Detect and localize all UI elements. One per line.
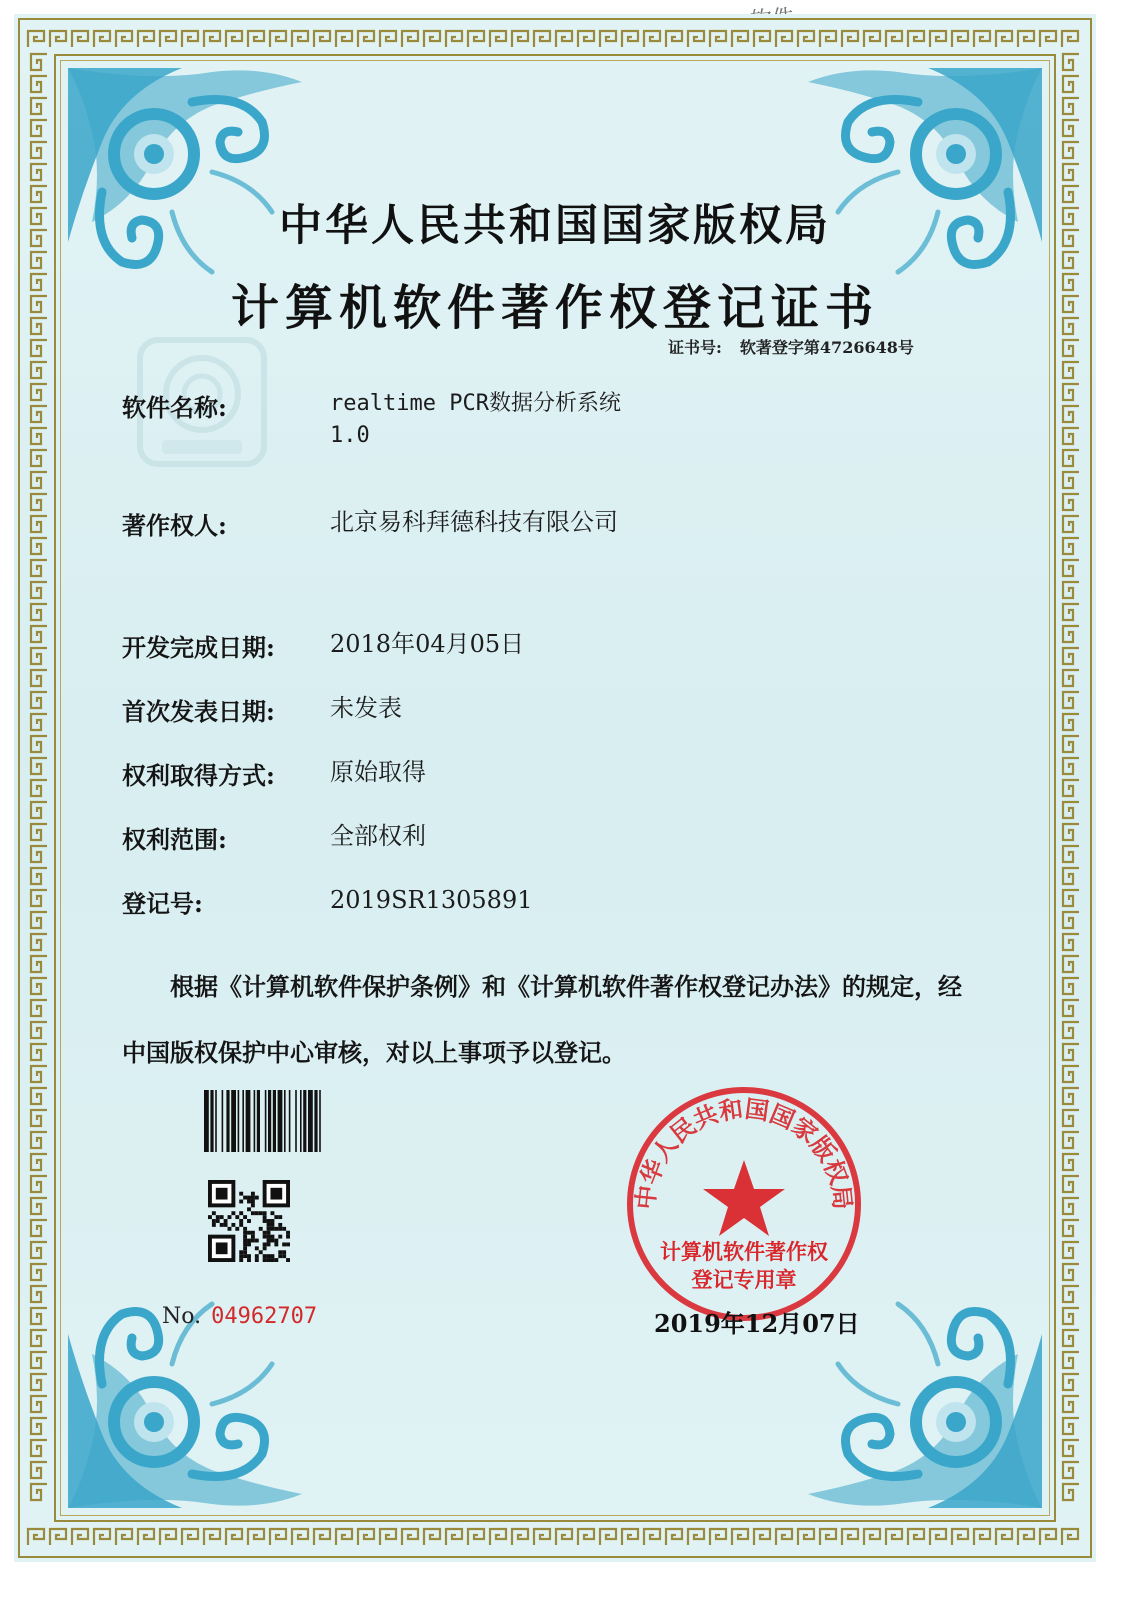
certificate-number — [668, 335, 932, 358]
seal-ring-text: 中华人民共和国国家版权局 — [631, 1094, 857, 1211]
seal-text-line2: 登记专用章 — [691, 1268, 797, 1292]
field-label-software-name: 软件名称: — [122, 393, 227, 422]
field-label-acquisition-method: 权利取得方式: — [122, 761, 275, 790]
field-value-first-publication-date: 未发表 — [330, 694, 402, 722]
serial-number-value: 04962707 — [211, 1304, 318, 1329]
issue-date: 2019年12月07日 — [654, 1309, 860, 1338]
field-value-registration-number: 2019SR1305891 — [330, 886, 533, 914]
qr-code-icon — [208, 1180, 290, 1262]
certificate-sheet — [14, 14, 1096, 1562]
certificate-title: 计算机软件著作权登记证书 — [230, 280, 879, 336]
software-name-line1: realtime PCR数据分析系统 — [330, 391, 621, 416]
corner-ornament-bottom-left — [62, 1254, 322, 1514]
serial-number — [162, 1304, 317, 1329]
field-label-copyright-owner: 著作权人: — [122, 511, 227, 540]
serial-number-label: No. — [162, 1304, 202, 1329]
barcode-icon — [204, 1090, 354, 1152]
field-label-first-publication-date: 首次发表日期: — [122, 697, 275, 726]
field-value-software-name — [330, 388, 770, 452]
registration-statement: 根据《计算机软件保护条例》和《计算机软件著作权登记办法》的规定，经中国版权保护中心审核，对以上事项予以登记。 — [122, 972, 962, 1067]
field-label-scope-of-rights: 权利范围: — [122, 825, 227, 854]
software-name-line2: 1.0 — [330, 423, 370, 448]
field-label-completion-date: 开发完成日期: — [122, 633, 275, 662]
official-seal — [624, 1084, 864, 1324]
certificate-number-value: 软著登字第4726648号 — [739, 338, 914, 357]
issuer-title: 中华人民共和国国家版权局 — [279, 201, 831, 251]
seal-star-icon — [703, 1160, 785, 1236]
field-value-completion-date: 2018年04月05日 — [330, 630, 525, 658]
field-label-registration-number: 登记号: — [122, 889, 203, 918]
field-value-scope-of-rights: 全部权利 — [330, 822, 426, 850]
field-value-acquisition-method: 原始取得 — [330, 758, 426, 786]
seal-text-line1: 计算机软件著作权 — [660, 1240, 828, 1264]
field-value-copyright-owner: 北京易科拜德科技有限公司 — [330, 508, 618, 536]
certificate-number-label: 证书号: — [668, 338, 722, 357]
